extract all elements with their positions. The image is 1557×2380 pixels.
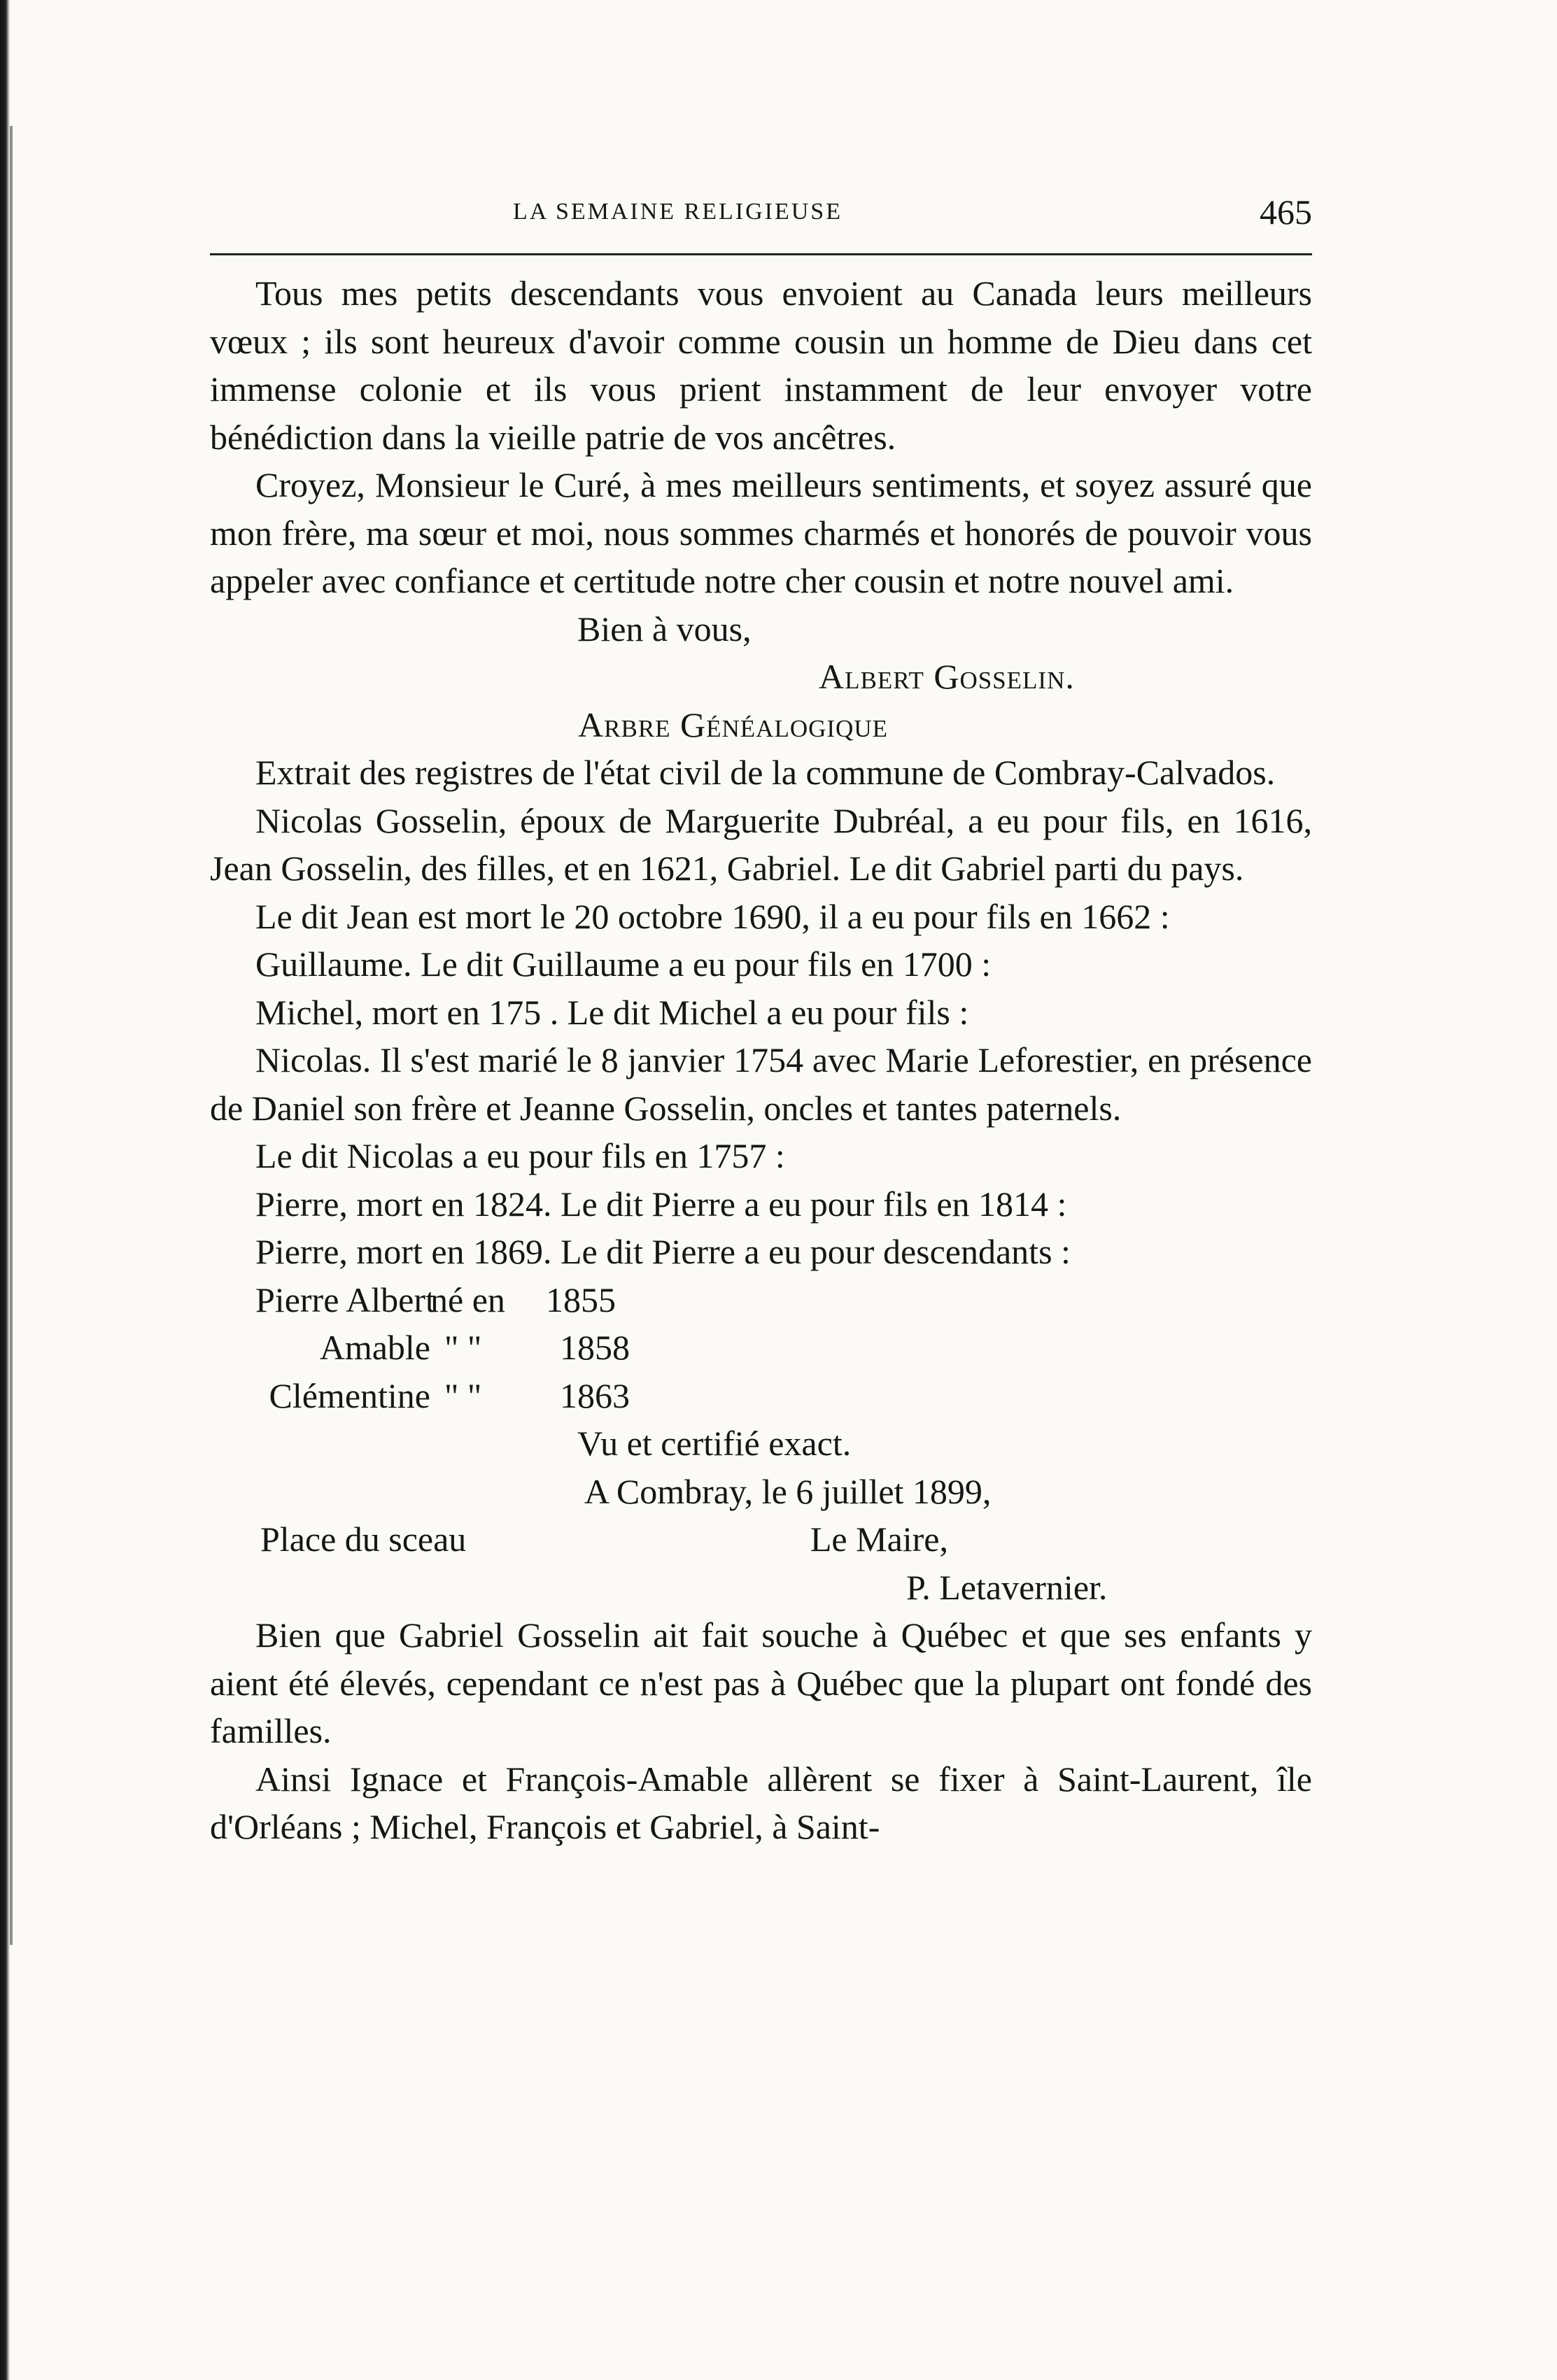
genealogy-heading: Arbre Généalogique (578, 704, 888, 744)
descendant-born-label: né en (430, 1280, 505, 1319)
descendant-ditto: " " (444, 1375, 482, 1415)
letter-paragraph-1: Tous mes petits descendants vous envoient au Canada leurs meilleurs vœux ; ils sont heureux d'avoir comme cousin un homme de Dieu dans cet immense colonie et ils vous prient instamment de leur envoyer votre bénédiction dans la vieille patrie de vos ancêtres. (210, 274, 1312, 457)
descendant-name: Amable (319, 1328, 430, 1367)
genealogy-line-2: Le dit Jean est mort le 20 octobre 1690, il a eu pour fils en 1662 : (255, 896, 1170, 936)
continuation-paragraph-2: Ainsi Ignace et François-Amable allèrent se fixer à Saint-Laurent, île d'Orléans ; Michel, François et Gabriel, à Saint- (210, 1759, 1312, 1846)
continuation-paragraph-1: Bien que Gabriel Gosselin ait fait souche à Québec et que ses enfants y aient été élevés, cependant ce n'est pas à Québec que la plupart ont fondé des familles. (210, 1615, 1312, 1750)
page-header (213, 192, 1312, 238)
book-spine-edge (10, 126, 13, 1945)
descendant-year: 1858 (560, 1328, 630, 1367)
page-body (210, 269, 1312, 1851)
seal-row (210, 1515, 1312, 1564)
genealogy-line-7: Pierre, mort en 1824. Le dit Pierre a eu pour fils en 1814 : (255, 1184, 1067, 1224)
genealogy-intro: Extrait des registres de l'état civil de la commune de Combray-Calvados. (255, 753, 1276, 792)
place-and-date: A Combray, le 6 juillet 1899, (584, 1471, 992, 1511)
header-rule (210, 253, 1312, 255)
genealogy-line-1: Nicolas Gosselin, époux de Marguerite Dubréal, a eu pour fils, en 1616, Jean Gosselin, des filles, et en 1621, Gabriel. Le dit Gabriel parti du pays. (210, 800, 1312, 888)
mayor-title: Le Maire, (810, 1520, 948, 1559)
descendant-year: 1855 (546, 1280, 616, 1319)
mayor-name: P. Letavernier. (906, 1567, 1108, 1607)
letter-signature: Albert Gosselin. (819, 657, 1075, 696)
genealogy-line-3: Guillaume. Le dit Guillaume a eu pour fils en 1700 : (255, 944, 992, 984)
running-title: LA SEMAINE RELIGIEUSE (513, 199, 843, 225)
descendant-ditto: " " (444, 1328, 482, 1367)
page-number: 465 (1260, 192, 1312, 232)
descendant-name: Pierre Albert (255, 1280, 435, 1319)
seal-label: Place du sceau (260, 1520, 467, 1559)
certification: Vu et certifié exact. (577, 1424, 852, 1463)
letter-closing: Bien à vous, (577, 609, 752, 649)
descendant-row (210, 1324, 1312, 1372)
genealogy-line-4: Michel, mort en 175 . Le dit Michel a eu pour fils : (255, 992, 969, 1032)
letter-paragraph-2: Croyez, Monsieur le Curé, à mes meilleurs sentiments, et soyez assuré que mon frère, ma sœur et moi, nous sommes charmés et honorés de pouvoir vous appeler avec confiance et certitude notre cher cousin et notre nouvel ami. (210, 465, 1312, 600)
descendant-name: Clémentine (269, 1375, 430, 1415)
descendant-row (210, 1372, 1312, 1420)
descendant-row (210, 1276, 1312, 1324)
genealogy-line-8: Pierre, mort en 1869. Le dit Pierre a eu pour descendants : (255, 1232, 1071, 1271)
genealogy-line-6: Le dit Nicolas a eu pour fils en 1757 : (255, 1136, 785, 1175)
genealogy-line-5: Nicolas. Il s'est marié le 8 janvier 1754 avec Marie Leforestier, en présence de Daniel son frère et Jeanne Gosselin, oncles et tantes paternels. (210, 1040, 1312, 1128)
descendant-year: 1863 (560, 1375, 630, 1415)
book-spine-shadow (0, 0, 10, 2380)
